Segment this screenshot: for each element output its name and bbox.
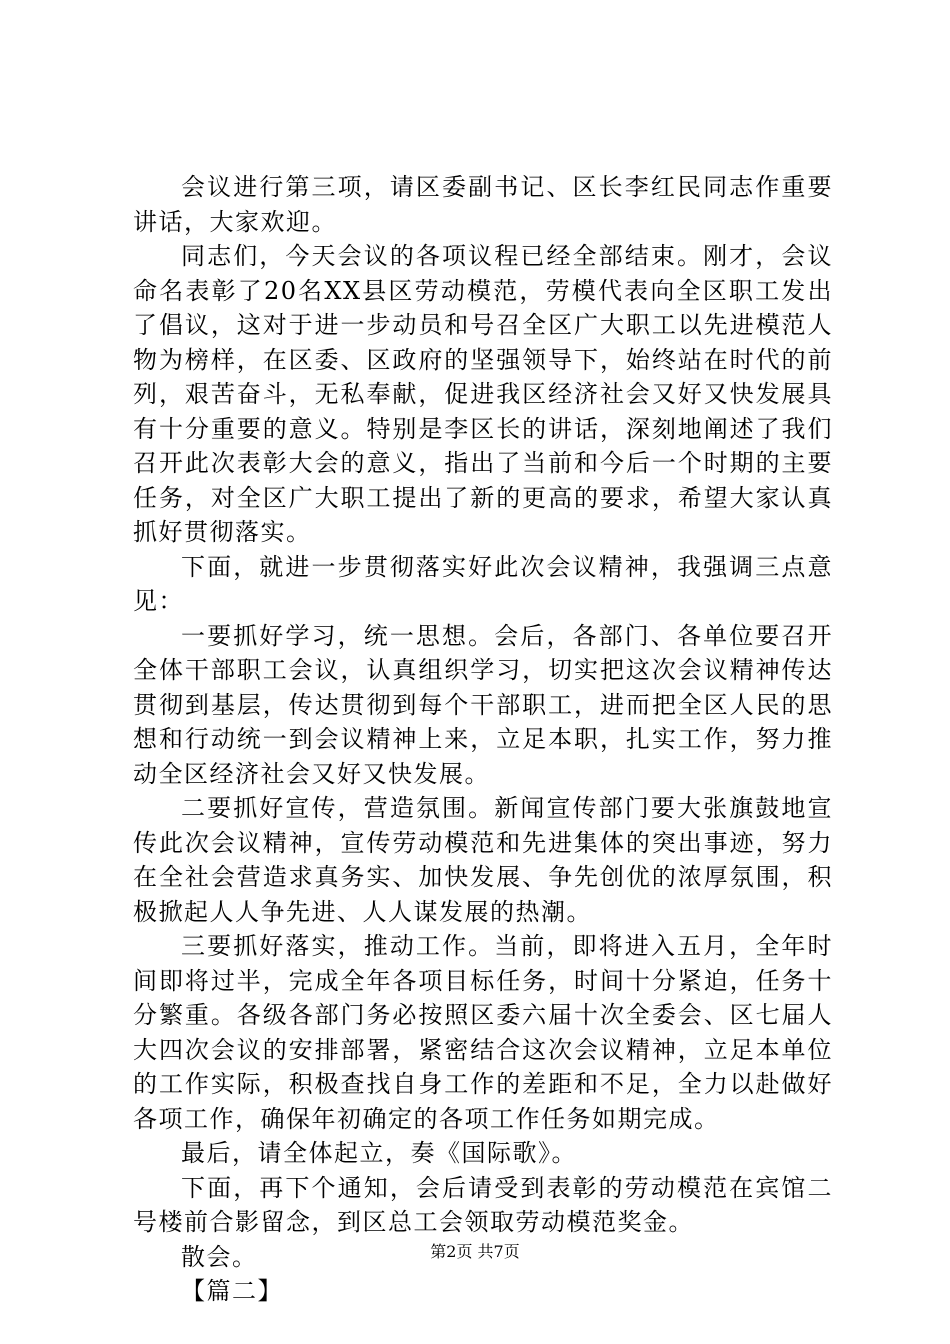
paragraph-point-three-implementation: 三要抓好落实，推动工作。当前，即将进入五月，全年时间即将过半，完成全年各项目标任务，时间十分紧迫，任务十分繁重。各级各部门务必按照区委六届十次全委会、区七届人大四次会议的安排部署，紧密结合这次会议精神，立足本单位的工作实际，积极查找自身工作的差距和不足，全力以赴做好各项工作，确保年初确定的各项工作任务如期完成。 bbox=[133, 932, 833, 1133]
paragraph-meeting-summary: 同志们，今天会议的各项议程已经全部结束。刚才，会议命名表彰了20名XX县区劳动模范，劳模代表向全区职工发出了倡议，这对于进一步动员和号召全区广大职工以先进模范人物为榜样，在区委、区政府的坚强领导下，始终站在时代的前列，艰苦奋斗，无私奉献，促进我区经济社会又好又快发展具有十分重要的意义。特别是李区长的讲话，深刻地阐述了我们召开此次表彰大会的意义，指出了当前和今后一个时期的主要任务，对全区广大职工提出了新的更高的要求，希望大家认真抓好贯彻落实。 bbox=[133, 242, 833, 546]
paragraph-agenda-item-three: 会议进行第三项，请区委副书记、区长李红民同志作重要讲话，大家欢迎。 bbox=[133, 173, 833, 236]
paragraph-anthem: 最后，请全体起立，奏《国际歌》。 bbox=[181, 1139, 577, 1167]
paragraph-adjourn: 散会。 bbox=[181, 1242, 258, 1271]
paragraph-point-two-publicity: 二要抓好宣传，营造氛围。新闻宣传部门要大张旗鼓地宣传此次会议精神，宣传劳动模范和先进集体的突出事迹，努力在全社会营造求真务实、加快发展、争先创优的浓厚氛围，积极掀起人人争先进、人人谋发展的热潮。 bbox=[133, 794, 833, 926]
section-heading-part-two: 【篇二】 bbox=[181, 1277, 283, 1305]
paragraph-three-points-intro: 下面，就进一步贯彻落实好此次会议精神，我强调三点意见： bbox=[133, 552, 833, 615]
document-body bbox=[133, 170, 833, 1309]
page-number-footer: 第2页 共7页 bbox=[430, 1242, 520, 1261]
paragraph-point-one-study: 一要抓好学习，统一思想。会后，各部门、各单位要召开全体干部职工会议，认真组织学习，切实把这次会议精神传达贯彻到基层，传达贯彻到每个干部职工，进而把全区人民的思想和行动统一到会议精神上来，立足本职，扎实工作，努力推动全区经济社会又好又快发展。 bbox=[133, 621, 833, 788]
paragraph-notice: 下面，再下个通知，会后请受到表彰的劳动模范在宾馆二号楼前合影留念，到区总工会领取劳动模范奖金。 bbox=[133, 1173, 833, 1236]
